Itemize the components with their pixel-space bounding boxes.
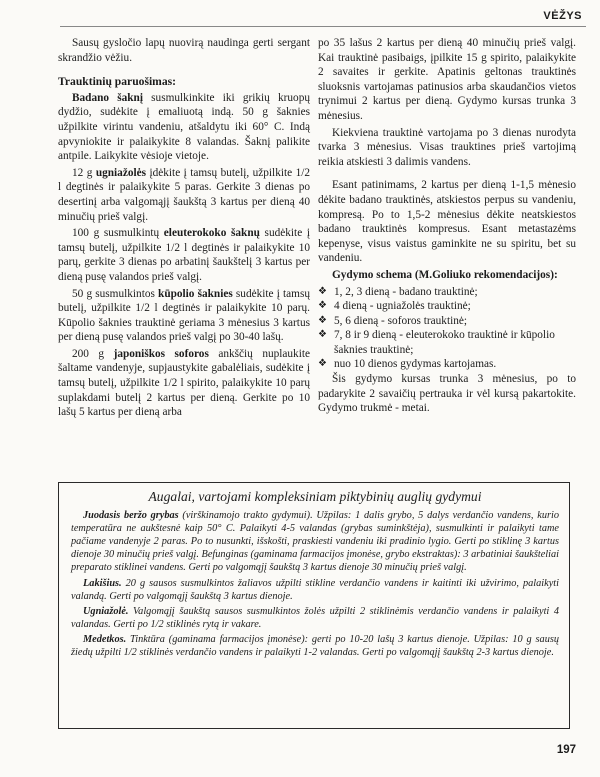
recipe-term: eleuterokoko šaknų <box>163 227 260 240</box>
recipe-term: kūpolio šaknies <box>158 287 233 300</box>
box-entry <box>71 605 559 631</box>
box-entry-text: Valgomąjį šaukštą sausos susmulkintos žolės užpilti 2 stiklinėmis verdančio vandens ir palaikyti 4 valandas. Gerti po 1/2 stiklinės rytą ir vakare. <box>71 605 559 630</box>
schema-title <box>318 268 576 283</box>
schema-item: ❖ 1, 2, 3 dieną - badano trauktinė; <box>318 285 576 300</box>
box-entry-text: 20 g sausos susmulkintos žaliavos užpilti stikline verdančio vandens ir kaitinti iki užvirimo, palaikyti valandą. Gerti po valgomąjį šaukštą 3 kartus dienoje. <box>71 577 559 602</box>
recipe-term: japoniškos soforos <box>113 347 209 360</box>
box-entry-term: Medetkos. <box>83 633 127 645</box>
usage-paragraph: Kiekviena trauktinė vartojama po 3 dienas nurodyta tvarka 3 mėnesius. Visas trauktines prieš vartojimą reikia atskiesti 3 dalimis vandens. <box>318 126 576 168</box>
recipe-eleuterokokas <box>58 226 310 284</box>
box-title: Augalai, vartojami kompleksiniam piktybinių auglių gydymui <box>148 489 482 504</box>
recipe-prefix: 50 g susmulkintos <box>72 287 159 300</box>
recipe-prefix: 12 g <box>72 166 96 179</box>
schema-list <box>318 285 576 373</box>
box-entry-text: (virškinamojo trakto gydymui). Užpilas: 1 dalis grybo, 5 dalys verdančio vandens, kurio temperatūra ne aukštesnė kaip 50° C. Palaikyti 4-5 valandas (grybas suminkštėja), susmulkinti ir palaikyti tame pačiame vandenyje 2 paras. Po to nusunkti, išskošti, praskiesti vandeniu iki pradinio lygio. Gerti po stiklinę 3 kartus dienoje 30 minučių prieš valgį. Befunginas (gaminama farmacijos įmonėse, grybo ekstraktas): 3 arbatiniai šaukšteliai preparato stiklinei vandens. Gerti po valgomąjį šaukštą 3 kartus dienoje 30 minučių prieš valgį. <box>71 510 559 574</box>
box-entry-term: Ugniažolė. <box>83 605 129 617</box>
recipe-kupolis <box>58 287 310 345</box>
box-entry <box>71 509 559 574</box>
schema-title-text: Gydymo schema (M.Goliuko rekomendacijos): <box>332 268 558 281</box>
running-head: VĖŽYS <box>543 10 582 22</box>
plants-box <box>58 482 570 729</box>
course-paragraph: Šis gydymo kursas trunka 3 mėnesius, po to padarykite 2 savaičių pertrauka ir vėl kursą pakartokite. Gydymo trukmė - metai. <box>318 373 576 415</box>
recipe-text: sudėkite į tamsų butelį, užpilkite 1/2 l degtinės ir palaikykite 10 parų, gerkite 3 dienas po arbatinį šaukštelį 3 kartus per dieną pusę valandos prieš valgį. <box>58 227 311 283</box>
schema-item: ❖ 7, 8 ir 9 dieną - eleuterokoko trauktinė ir kūpolio šaknies trauktinė; <box>318 328 576 357</box>
schema-item: ❖ 4 dieną - ugniažolės trauktinė; <box>318 299 576 314</box>
recipe-prefix: 100 g susmulkintų <box>72 227 164 240</box>
box-entry <box>71 577 559 603</box>
recipe-text: ankščių nuplaukite šaltame vandenyje, supjaustykite gabalėliais, sudėkite į tamsų butelį, užpilkite 1/2 l spirito, palaikykite 10 parų suplakdami butelį 2 kartus per dieną. Gerkite po 10 lašų 5 kartus per dieną arba <box>58 347 310 419</box>
right-column <box>318 36 576 418</box>
schema-item: ❖ 5, 6 dieną - soforos trauktinė; <box>318 314 576 329</box>
recipe-text: įdėkite į tamsų butelį, užpilkite 1/2 l degtinės ir palaikykite 5 paras. Gerkite 3 dienas po desertinį arba valgomąjį šaukštą 3 kartus per dieną 40 minučių prieš valgį. <box>58 166 310 223</box>
box-entry-term: Juodasis beržo grybas <box>83 510 179 522</box>
page-number: 197 <box>556 744 576 756</box>
box-entry <box>71 633 559 659</box>
recipe-prefix: 200 g <box>72 347 114 360</box>
recipe-ugniazole <box>58 166 310 224</box>
recipe-text: sudėkite į tamsų butelį, užpilkite 1/2 l degtinės ir palaikykite 10 parų. Kūpolio šaknies trauktinė geriama 3 mėnesius 3 kartus per dieną pusę valandos prieš valgį po 30-40 lašų. <box>58 287 310 344</box>
recipe-text: susmulkinkite iki grikių kruopų dydžio, sudėkite į emaliuotą indą. 50 g šaknies užpilkite virintu vandeniu, atšaldytu iki 60° C. Indą apvyniokite ir palaikykite 8 valandas. Šaknį palikite antpile. Laikykite vėsioje vietoje. <box>58 91 310 163</box>
box-entry-text: Tinktūra (gaminama farmacijos įmonėse): gerti po 10-20 lašų 3 kartus dienoje. Užpilas: 10 g sausų žiedų užpilti 1/2 stiklinės verdančio vandens ir palaikyti 1-2 valandas. Gerti po valgomąjį šaukštą 2-3 kartus dienoje. <box>71 633 559 659</box>
left-column <box>58 36 310 422</box>
recipe-term: ugniažolės <box>95 166 147 179</box>
recipe-badano <box>58 91 310 164</box>
compress-paragraph: Esant patinimams, 2 kartus per dieną 1-1,5 mėnesio dėkite badano trauktinės, atskiestos perpus su vandeniu, kompresą. Po to 1,5-2 mėnesius dėkite neatskiestos badano trauktinės kompresus. Esant metastazėms kepenyse, visus vaistus gaminkite ne su spiritu, bet su vandeniu. <box>318 179 576 265</box>
section-heading: Trauktinių paruošimas: <box>58 75 177 89</box>
recipe-sofora <box>58 347 310 420</box>
header-rule <box>60 26 586 27</box>
box-entry-term: Lakišius. <box>83 577 122 589</box>
recipe-term: Badano šaknį <box>72 91 143 104</box>
intro-paragraph: Sausų gysločio lapų nuovirą naudinga gerti sergant skrandžio vėžiu. <box>58 37 310 64</box>
schema-item: ❖ nuo 10 dienos gydymas kartojamas. <box>318 357 576 372</box>
sofora-continuation: po 35 lašus 2 kartus per dieną 40 minučių prieš valgį. Kai trauktinė pasibaigs, įpilkite 15 g spirito, palaikykite 2 savaites ir gerkite. Apatinis geltonas trauktinės sluoksnis vartojamas patinusios arba skaudančios vietos trynimui 2 kartus per dieną. Gydymo kursas trunka 3 mėnesius. <box>318 37 576 122</box>
